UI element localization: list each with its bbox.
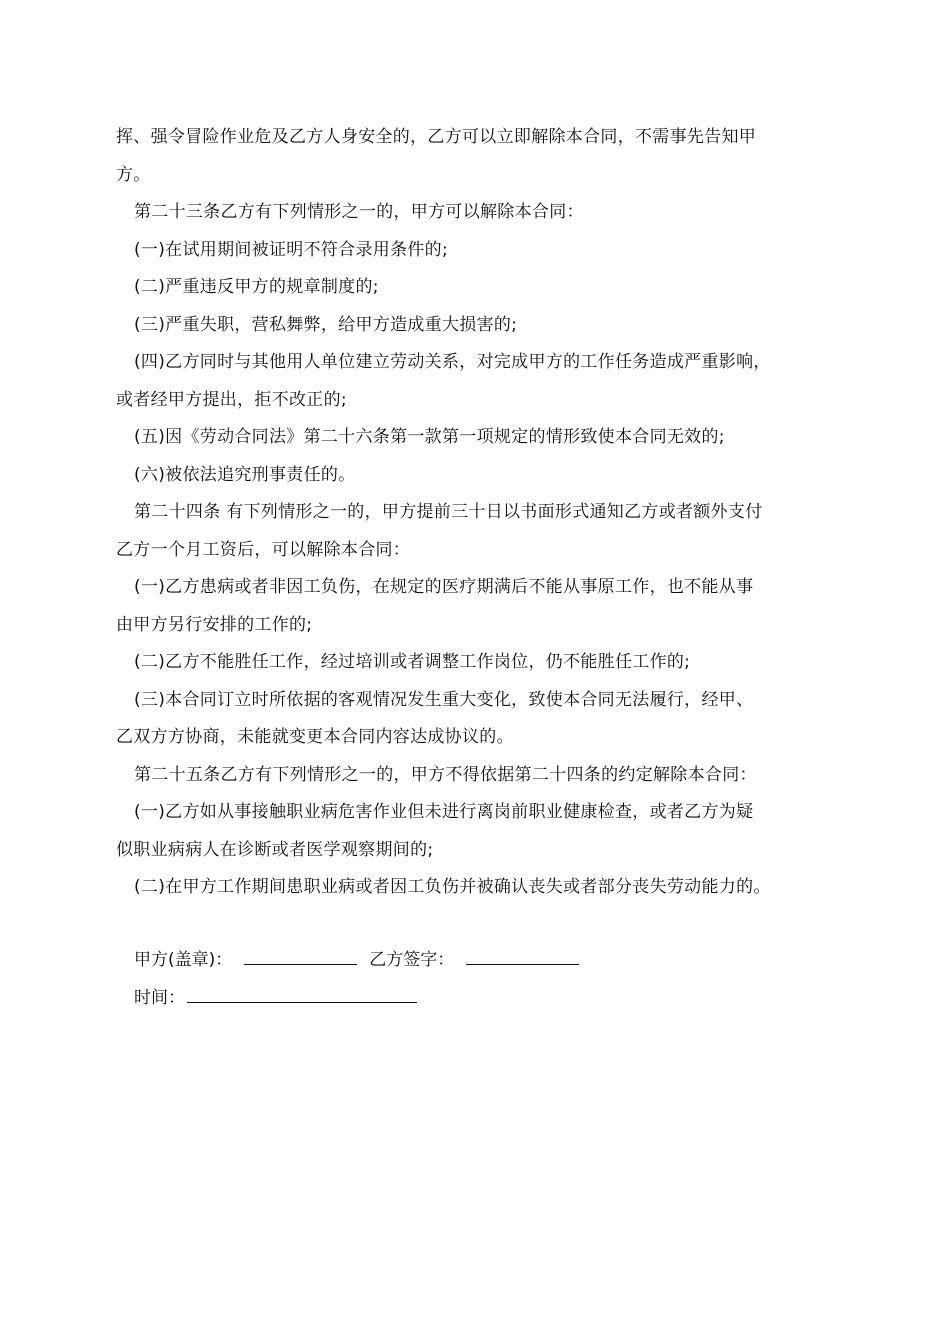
list-item — [116, 344, 846, 419]
contract-body — [116, 119, 846, 907]
list-item — [116, 232, 846, 270]
text-line: 第二十四条 有下列情形之一的，甲方提前三十日以书面形式通知乙方或者额外支付 — [134, 502, 763, 522]
text-line: (三)本合同订立时所依据的客观情况发生重大变化，致使本合同无法履行，经甲、 — [134, 689, 754, 710]
text-line: (一)乙方如从事接触职业病危害作业但未进行离岗前职业健康检查，或者乙方为疑 — [134, 802, 754, 822]
text-line: (二)在甲方工作期间患职业病或者因工负伤并被确认丧失或者部分丧失劳动能力的。 — [134, 877, 771, 897]
article-23-heading — [116, 194, 846, 232]
text-line: 由甲方另行安排的工作的; — [116, 614, 313, 635]
text-line: 乙方一个月工资后，可以解除本合同： — [116, 539, 411, 560]
text-line: 似职业病病人在诊断或者医学观察期间的; — [116, 839, 434, 860]
text-line: (三)严重失职，营私舞弊，给甲方造成重大损害的; — [134, 314, 518, 335]
paragraph — [116, 119, 846, 194]
list-item — [116, 419, 846, 457]
list-item — [116, 307, 846, 345]
list-item — [116, 457, 846, 495]
text-line: 方。 — [116, 164, 151, 185]
list-item — [116, 644, 846, 682]
article-24-heading — [116, 494, 846, 569]
party-b-signature-blank[interactable] — [466, 963, 579, 965]
text-line: (四)乙方同时与其他用人单位建立劳动关系，对完成甲方的工作任务造成严重影响， — [134, 352, 771, 372]
signature-block — [134, 942, 834, 1017]
text-line: 挥、强令冒险作业危及乙方人身安全的，乙方可以立即解除本合同，不需事先告知甲 — [116, 127, 757, 147]
party-a-seal-blank[interactable] — [244, 963, 357, 965]
article-25-heading — [116, 757, 846, 795]
text-line: (六)被依法追究刑事责任的。 — [134, 464, 356, 485]
text-line: 第二十五条乙方有下列情形之一的，甲方不得依据第二十四条的约定解除本合同： — [134, 764, 757, 785]
text-line: (二)严重违反甲方的规章制度的; — [134, 277, 379, 297]
time-row — [134, 980, 834, 1018]
time-blank[interactable] — [187, 1001, 417, 1003]
text-line: (一)乙方患病或者非因工负伤，在规定的医疗期满后不能从事原工作，也不能从事 — [134, 577, 754, 597]
time-label: 时间： — [134, 987, 185, 1008]
list-item — [116, 682, 846, 757]
text-line: (一)在试用期间被证明不符合录用条件的; — [134, 239, 448, 260]
list-item — [116, 269, 846, 307]
signature-row — [134, 942, 834, 980]
text-line: 或者经甲方提出，拒不改正的; — [116, 389, 347, 410]
party-a-seal-label: 甲方(盖章)： — [134, 950, 233, 970]
list-item — [116, 794, 846, 869]
text-line: (五)因《劳动合同法》第二十六条第一款第一项规定的情形致使本合同无效的; — [134, 427, 725, 447]
text-line: 第二十三条乙方有下列情形之一的，甲方可以解除本合同： — [134, 202, 584, 222]
party-b-signature-label: 乙方签字： — [369, 950, 455, 970]
text-line: (二)乙方不能胜任工作，经过培训或者调整工作岗位，仍不能胜任工作的; — [134, 652, 691, 672]
list-item — [116, 869, 846, 907]
text-line: 乙双方方协商，未能就变更本合同内容达成协议的。 — [116, 727, 514, 747]
list-item — [116, 569, 846, 644]
